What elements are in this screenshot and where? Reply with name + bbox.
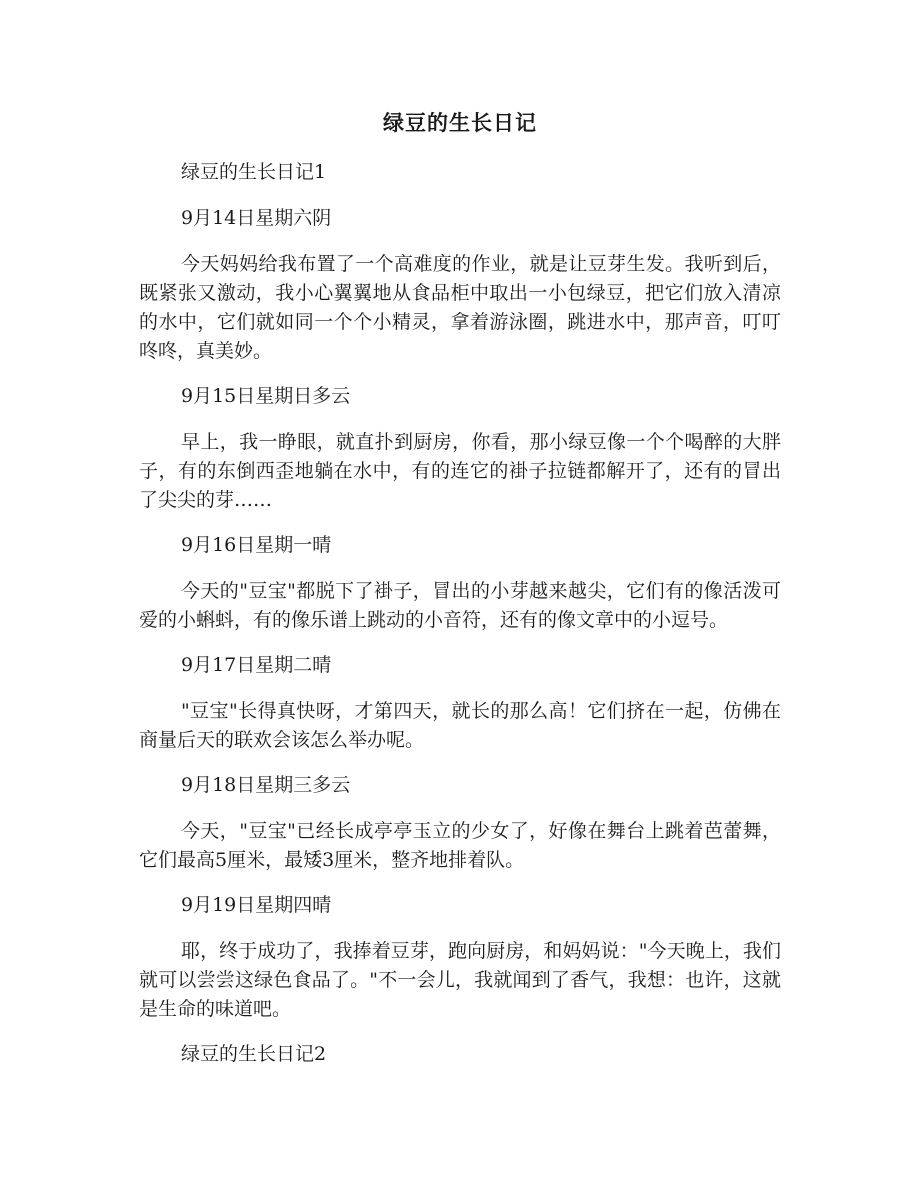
diary-date: 9月17日星期二晴	[181, 654, 332, 676]
diary-paragraph: 早上，我一睁眼，就直扑到厨房，你看，那小绿豆像一个个喝醉的大胖子，有的东倒西歪地躺在水中，有的连它的褂子拉链都解开了，还有的冒出了尖尖的芽……	[139, 431, 781, 511]
diary-paragraph: 今天，"豆宝"已经长成亭亭玉立的少女了，好像在舞台上跳着芭蕾舞，它们最高5厘米，最矮3厘米，整齐地排着队。	[139, 820, 781, 871]
diary-date: 9月15日星期日多云	[181, 385, 351, 407]
diary-paragraph: "豆宝"长得真快呀，才第四天，就长的那么高！它们挤在一起，仿佛在商量后天的联欢会该怎么举办呢。	[139, 700, 781, 751]
section-heading: 绿豆的生长日记2	[181, 1043, 327, 1065]
diary-paragraph: 耶，终于成功了，我捧着豆芽，跑向厨房，和妈妈说："今天晚上，我们就可以尝尝这绿色食品了。"不一会儿，我就闻到了香气，我想：也许，这就是生命的味道吧。	[139, 940, 781, 1020]
diary-paragraph: 今天的"豆宝"都脱下了褂子，冒出的小芽越来越尖，它们有的像活泼可爱的小蝌蚪，有的像乐谱上跳动的小音符，还有的像文章中的小逗号。	[139, 580, 781, 631]
diary-date: 9月16日星期一晴	[181, 534, 332, 556]
document-title: 绿豆的生长日记	[383, 110, 537, 135]
section-heading: 绿豆的生长日记1	[181, 161, 327, 183]
diary-date: 9月18日星期三多云	[181, 774, 351, 796]
diary-date: 9月14日星期六阴	[181, 207, 332, 229]
diary-paragraph: 今天妈妈给我布置了一个高难度的作业，就是让豆芽生发。我听到后，既紧张又激动，我小心翼翼地从食品柜中取出一小包绿豆，把它们放入清凉的水中，它们就如同一个个小精灵，拿着游泳圈，跳进水中，那声音，叮叮咚咚，真美妙。	[139, 253, 781, 362]
diary-date: 9月19日星期四晴	[181, 894, 332, 916]
document-body	[139, 158, 781, 1086]
